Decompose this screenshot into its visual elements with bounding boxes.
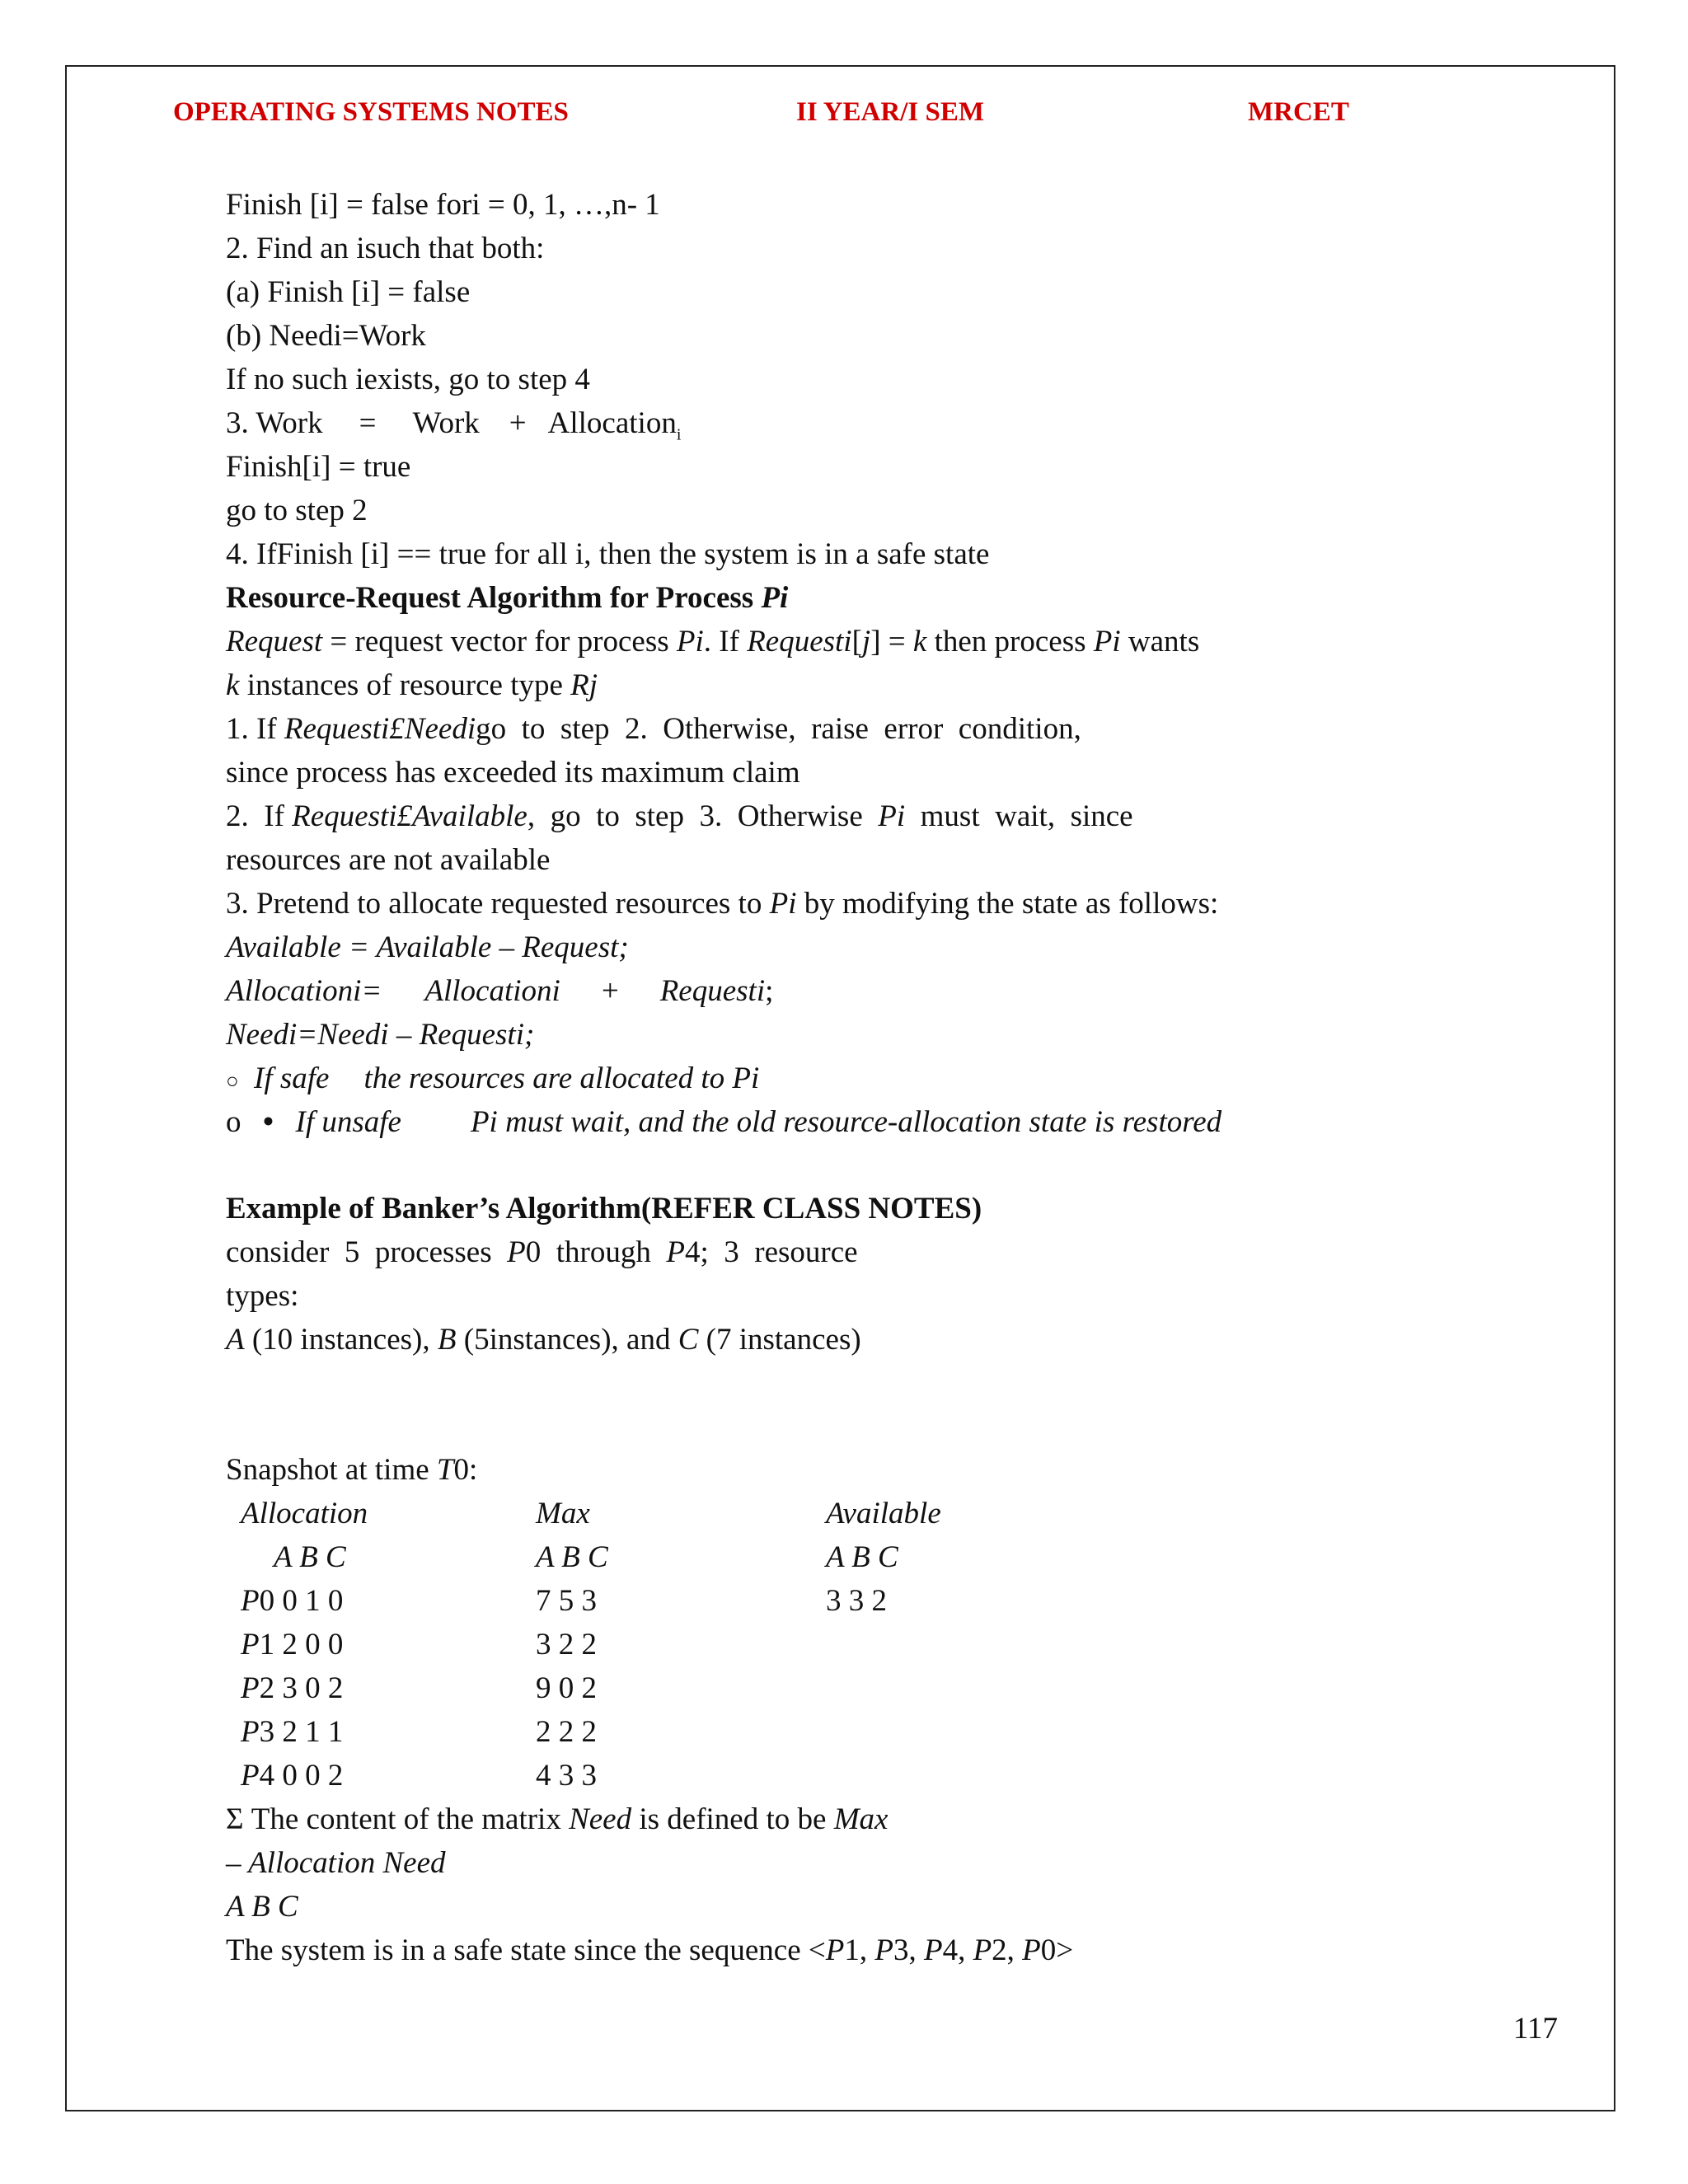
text-line: since process has exceeded its maximum claim [226, 756, 800, 790]
text-fragment: P [666, 1235, 685, 1269]
process-letter: P [241, 1715, 260, 1749]
text-fragment: 0> [1040, 1933, 1074, 1967]
subscript: i [676, 425, 682, 444]
process-number: 2 [259, 1671, 275, 1705]
text-fragment: + [601, 974, 619, 1008]
table-row [241, 1714, 343, 1750]
process-letter: P [241, 1584, 260, 1618]
text-fragment: Requesti£Available [292, 799, 528, 833]
text-fragment: 0 through [525, 1235, 667, 1269]
text-fragment: 3. Pretend to allocate requested resources to [226, 887, 770, 921]
process-number: 1 [259, 1628, 275, 1661]
allocation-values: 0 1 0 [274, 1584, 344, 1618]
subheader-available: A B C [826, 1540, 898, 1574]
text-fragment: ; [765, 974, 774, 1008]
text-fragment: Pi [769, 887, 797, 921]
text-fragment: instances of resource type [239, 668, 571, 702]
text-fragment: C [678, 1323, 699, 1357]
text-fragment: 1. If [226, 712, 284, 746]
text-fragment: Requesti [659, 974, 766, 1008]
text-line [226, 668, 598, 704]
process-letter: P [241, 1671, 260, 1705]
text-fragment: Pi [1093, 625, 1121, 658]
text-fragment: Requesti£Needi [284, 712, 476, 746]
text-fragment: k [912, 625, 927, 658]
text-fragment: Σ The content of the matrix [226, 1802, 570, 1836]
text-fragment: Pi must wait, and the old resource-allocation state is restored [470, 1105, 1222, 1139]
text-line: types: [226, 1279, 299, 1313]
text-fragment: go to step 2. Otherwise, raise error condition, [476, 712, 1081, 746]
text-fragment: P [923, 1933, 943, 1967]
subheader-max: A B C [536, 1540, 608, 1574]
text-fragment: Requesti [747, 625, 852, 658]
text-line [226, 1452, 477, 1488]
bullet-icon: ○ [226, 1069, 239, 1093]
text-fragment: Need [569, 1802, 632, 1836]
text-line [226, 1933, 1073, 1969]
text-fragment: If unsafe [295, 1105, 401, 1139]
section-heading [226, 580, 788, 616]
text-fragment: T [436, 1453, 454, 1487]
text-line [226, 799, 1133, 835]
text-line [226, 886, 1218, 922]
max-values: 2 2 2 [536, 1715, 597, 1749]
text-line: (b) Needi=Work [226, 319, 426, 353]
table-row [241, 1758, 343, 1794]
process-number: 4 [259, 1759, 275, 1793]
table-row [241, 1627, 343, 1663]
text-fragment: Pi [878, 799, 906, 833]
text-fragment: 4, [942, 1933, 973, 1967]
text-fragment: B [437, 1323, 457, 1357]
text-fragment: = request vector for process [322, 625, 677, 658]
text-fragment: 2, [992, 1933, 1023, 1967]
header-left: OPERATING SYSTEMS NOTES [173, 97, 569, 127]
text-fragment: consider 5 processes [226, 1235, 508, 1269]
text-fragment: the resources are allocated to Pi [363, 1062, 760, 1095]
text-line: resources are not available [226, 843, 551, 877]
bullet-line [226, 1061, 759, 1099]
text-line: (a) Finish [i] = false [226, 275, 471, 309]
text-fragment: is defined to be [631, 1802, 834, 1836]
text-line: 2. Find an isuch that both: [226, 232, 545, 265]
text-line [226, 711, 1081, 748]
text-line: Finish[i] = true [226, 450, 411, 484]
max-values: 9 0 2 [536, 1671, 597, 1705]
text-line: Needi=Needi – Requesti; [226, 1018, 535, 1052]
text-fragment: Allocationi= [226, 974, 382, 1008]
text-line: If no such iexists, go to step 4 [226, 363, 590, 396]
max-values: 3 2 2 [536, 1628, 597, 1661]
text-line: Available = Available – Request; [226, 930, 629, 964]
text-fragment: Pi [761, 581, 789, 615]
allocation-values: 3 0 2 [274, 1671, 344, 1705]
text-fragment: Resource-Request Algorithm for Process [226, 581, 762, 615]
text-fragment: Pi [676, 625, 704, 658]
text-fragment: (5instances), and [456, 1323, 678, 1357]
page-number: 117 [1512, 2012, 1558, 2046]
text-line: 4. IfFinish [i] == true for all i, then the system is in a safe state [226, 537, 990, 571]
text-fragment: (7 instances) [698, 1323, 861, 1357]
text-line [226, 1322, 861, 1358]
max-values: 4 3 3 [536, 1759, 597, 1793]
text-fragment: P [874, 1933, 893, 1967]
text-fragment: wants [1120, 625, 1200, 658]
bullet-line [226, 1104, 1221, 1141]
text-fragment: Allocation [547, 406, 677, 440]
text-fragment: j [861, 625, 871, 658]
col-header-available: Available [826, 1497, 941, 1530]
section-heading: Example of Banker’s Algorithm(REFER CLASS NOTES) [226, 1192, 982, 1226]
text-line: Finish [i] = false fori = 0, 1, …,n- 1 [226, 188, 660, 222]
text-fragment: 4; 3 resource [684, 1235, 858, 1269]
text-line: go to step 2 [226, 494, 368, 527]
header-right: MRCET [1248, 97, 1349, 127]
process-number: 3 [259, 1715, 275, 1749]
text-line [226, 624, 1199, 660]
text-fragment: 2. If [226, 799, 293, 833]
text-fragment: The system is in a safe state since the sequence < [226, 1933, 826, 1967]
text-fragment: [ [851, 625, 862, 658]
allocation-values: 2 1 1 [274, 1715, 344, 1749]
process-number: 0 [259, 1584, 275, 1618]
available-values: 3 3 2 [826, 1584, 887, 1618]
text-fragment: by modifying the state as follows: [796, 887, 1219, 921]
col-header-max: Max [536, 1497, 590, 1530]
text-line: A B C [226, 1890, 298, 1924]
table-row [241, 1583, 343, 1619]
bullet-icon: • [263, 1105, 274, 1139]
text-fragment: , go to step 3. Otherwise [527, 799, 879, 833]
text-line [226, 973, 773, 1010]
col-header-allocation: Allocation [241, 1497, 368, 1530]
work-update-line [226, 405, 681, 452]
text-fragment: (10 instances), [244, 1323, 438, 1357]
text-fragment: 0: [453, 1453, 478, 1487]
text-fragment: k [226, 668, 240, 702]
text-fragment: Snapshot at time [226, 1453, 437, 1487]
text-fragment: P [1022, 1933, 1041, 1967]
text-fragment: 3, [893, 1933, 924, 1967]
allocation-values: 0 0 2 [274, 1759, 344, 1793]
text-fragment: 3. Work [226, 406, 323, 440]
text-fragment: If safe [254, 1062, 330, 1095]
text-fragment: 1, [844, 1933, 875, 1967]
subheader-allocation: A B C [274, 1540, 346, 1574]
text-fragment: Rj [570, 668, 598, 702]
table-row [241, 1671, 343, 1707]
process-letter: P [241, 1628, 260, 1661]
header-center: II YEAR/I SEM [796, 97, 984, 127]
text-fragment: ] = [870, 625, 913, 658]
text-fragment: must wait, since [905, 799, 1133, 833]
text-fragment: + [509, 406, 527, 440]
max-values: 7 5 3 [536, 1584, 597, 1618]
text-line: – Allocation Need [226, 1846, 446, 1880]
text-fragment: P [507, 1235, 526, 1269]
text-fragment: o [226, 1105, 241, 1139]
text-fragment: then process [926, 625, 1094, 658]
text-line [226, 1235, 858, 1271]
process-letter: P [241, 1759, 260, 1793]
text-fragment: P [973, 1933, 992, 1967]
text-fragment: . If [703, 625, 748, 658]
text-fragment: Allocationi [424, 974, 560, 1008]
allocation-values: 2 0 0 [274, 1628, 344, 1661]
text-fragment: Request [226, 625, 323, 658]
text-fragment: Work [412, 406, 480, 440]
text-fragment: Max [833, 1802, 889, 1836]
text-line [226, 1802, 888, 1838]
text-fragment: A [226, 1323, 245, 1357]
text-fragment: = [359, 406, 377, 440]
text-fragment: P [825, 1933, 845, 1967]
